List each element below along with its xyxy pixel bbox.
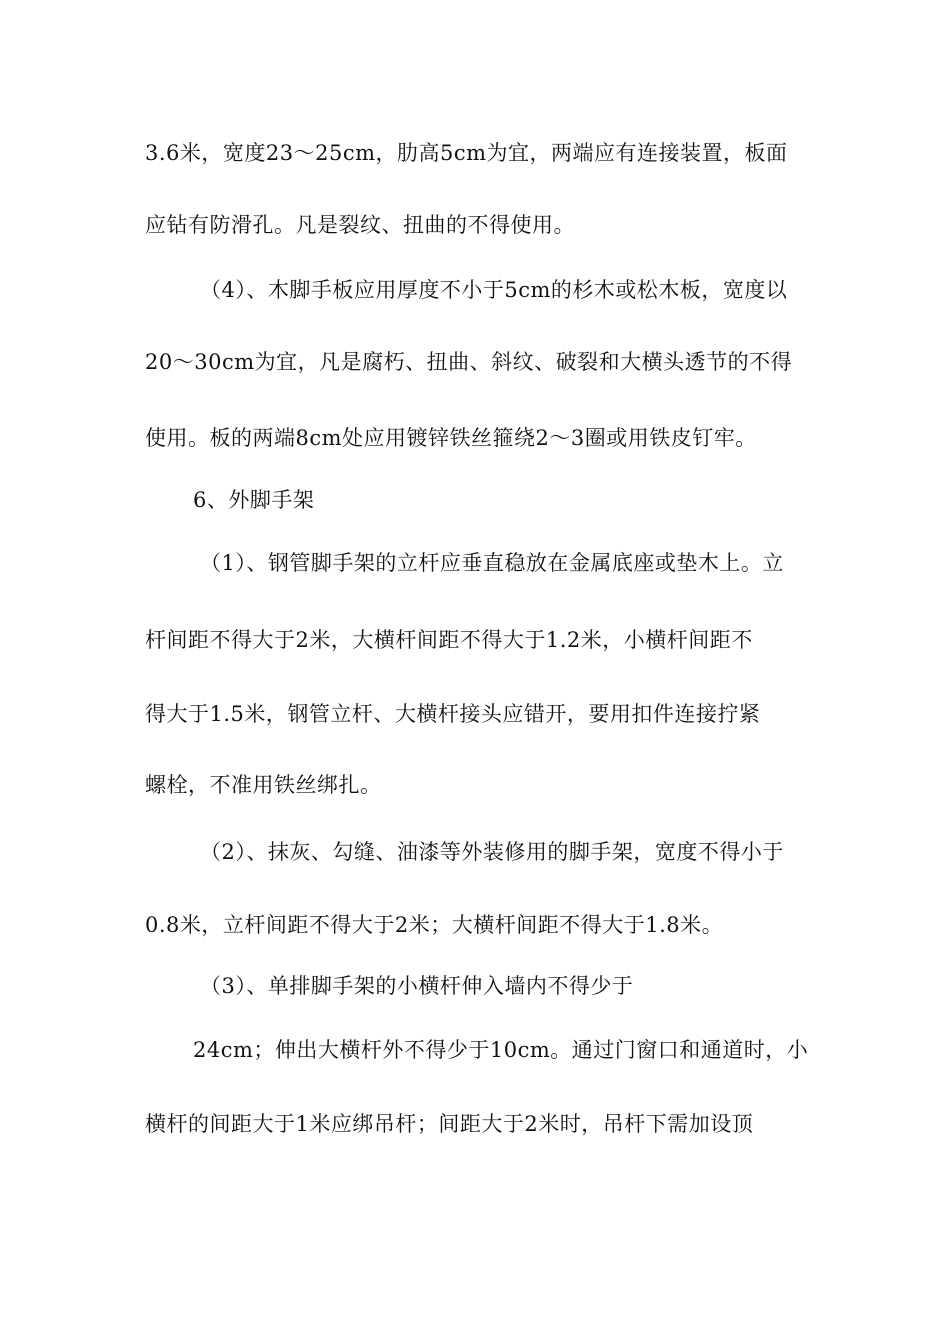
text-line: 3.6米，宽度23～25cm，肋高5cm为宜，两端应有连接装置，板面 — [145, 141, 788, 165]
text-line: （1）、钢管脚手架的立杆应垂直稳放在金属底座或垫木上。立 — [200, 551, 784, 575]
text-line: 使用。板的两端8cm处应用镀锌铁丝箍绕2～3圈或用铁皮钉牢。 — [145, 426, 757, 450]
text-line: 应钻有防滑孔。凡是裂纹、扭曲的不得使用。 — [145, 213, 575, 237]
text-line: 杆间距不得大于2米，大横杆间距不得大于1.2米，小横杆间距不 — [145, 628, 753, 652]
text-line: 20～30cm为宜，凡是腐朽、扭曲、斜纹、破裂和大横头透节的不得 — [145, 350, 793, 374]
text-line: （3）、单排脚手架的小横杆伸入墙内不得少于 — [200, 974, 634, 998]
text-line: 24cm；伸出大横杆外不得少于10cm。通过门窗口和通道时，小 — [193, 1038, 809, 1062]
text-line: 横杆的间距大于1米应绑吊杆；间距大于2米时，吊杆下需加设顶 — [145, 1112, 754, 1136]
text-line: （4）、木脚手板应用厚度不小于5cm的杉木或松木板，宽度以 — [200, 278, 788, 302]
text-line: 0.8米，立杆间距不得大于2米；大横杆间距不得大于1.8米。 — [145, 913, 724, 937]
text-line: 得大于1.5米，钢管立杆、大横杆接头应错开，要用扣件连接拧紧 — [145, 702, 761, 726]
text-line: 螺栓，不准用铁丝绑扎。 — [145, 773, 382, 797]
section-heading: 6、外脚手架 — [193, 488, 315, 512]
text-line: （2）、抹灰、勾缝、油漆等外装修用的脚手架，宽度不得小于 — [200, 840, 784, 864]
